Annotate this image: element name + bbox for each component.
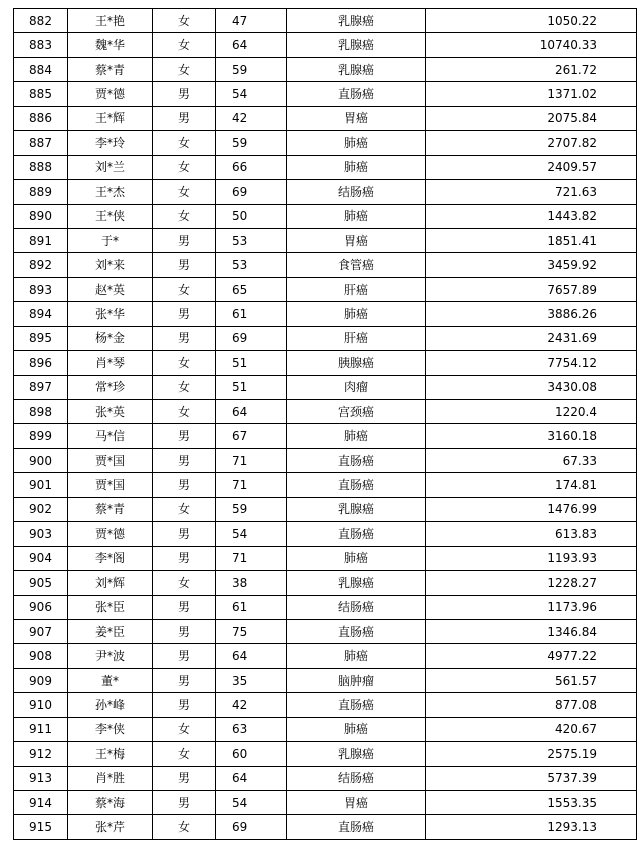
patient-sex-cell: 男 — [153, 595, 216, 619]
table-row — [14, 448, 637, 472]
cost-amount-cell: 3886.26 — [426, 302, 637, 326]
row-number-cell: 891 — [14, 228, 68, 252]
table-row — [14, 742, 637, 766]
patient-age-cell: 71 — [216, 546, 287, 570]
patient-age-cell: 64 — [216, 400, 287, 424]
cost-amount-cell: 1193.93 — [426, 546, 637, 570]
patient-name-cell: 贾*德 — [68, 82, 153, 106]
row-number-cell: 915 — [14, 815, 68, 839]
patient-name-cell: 刘*来 — [68, 253, 153, 277]
table-row — [14, 400, 637, 424]
row-number-cell: 896 — [14, 351, 68, 375]
table-row — [14, 644, 637, 668]
table-row — [14, 424, 637, 448]
cost-amount-cell: 1443.82 — [426, 204, 637, 228]
patient-name-cell: 王*辉 — [68, 106, 153, 130]
cost-amount-cell: 2075.84 — [426, 106, 637, 130]
patient-sex-cell: 女 — [153, 204, 216, 228]
table-row — [14, 106, 637, 130]
patient-sex-cell: 女 — [153, 131, 216, 155]
cost-amount-cell: 1173.96 — [426, 595, 637, 619]
cost-amount-cell: 261.72 — [426, 57, 637, 81]
cost-amount-cell: 1553.35 — [426, 791, 637, 815]
patient-name-cell: 张*英 — [68, 400, 153, 424]
diagnosis-cell: 肺癌 — [287, 717, 426, 741]
row-number-cell: 911 — [14, 717, 68, 741]
cost-amount-cell: 174.81 — [426, 473, 637, 497]
patient-name-cell: 刘*兰 — [68, 155, 153, 179]
row-number-cell: 906 — [14, 595, 68, 619]
patient-sex-cell: 男 — [153, 644, 216, 668]
table-row — [14, 766, 637, 790]
row-number-cell: 887 — [14, 131, 68, 155]
table-row — [14, 546, 637, 570]
patient-sex-cell: 女 — [153, 155, 216, 179]
patient-name-cell: 李*侠 — [68, 717, 153, 741]
patient-age-cell: 61 — [216, 302, 287, 326]
table-row — [14, 228, 637, 252]
patient-age-cell: 69 — [216, 180, 287, 204]
cost-amount-cell: 1050.22 — [426, 9, 637, 33]
cost-amount-cell: 561.57 — [426, 668, 637, 692]
diagnosis-cell: 直肠癌 — [287, 619, 426, 643]
patient-age-cell: 64 — [216, 644, 287, 668]
cost-amount-cell: 1371.02 — [426, 82, 637, 106]
cost-amount-cell: 877.08 — [426, 693, 637, 717]
patient-sex-cell: 女 — [153, 571, 216, 595]
patient-name-cell: 杨*金 — [68, 326, 153, 350]
patient-name-cell: 张*芹 — [68, 815, 153, 839]
cost-amount-cell: 420.67 — [426, 717, 637, 741]
table-row — [14, 302, 637, 326]
table-row — [14, 668, 637, 692]
patient-name-cell: 张*华 — [68, 302, 153, 326]
table-row — [14, 522, 637, 546]
row-number-cell: 903 — [14, 522, 68, 546]
patient-sex-cell: 女 — [153, 742, 216, 766]
patient-sex-cell: 女 — [153, 180, 216, 204]
row-number-cell: 886 — [14, 106, 68, 130]
patient-sex-cell: 女 — [153, 400, 216, 424]
patient-name-cell: 贾*德 — [68, 522, 153, 546]
patient-name-cell: 刘*辉 — [68, 571, 153, 595]
cost-amount-cell: 2431.69 — [426, 326, 637, 350]
diagnosis-cell: 肝癌 — [287, 326, 426, 350]
patient-age-cell: 64 — [216, 33, 287, 57]
patient-sex-cell: 男 — [153, 106, 216, 130]
cost-amount-cell: 2409.57 — [426, 155, 637, 179]
table-row — [14, 351, 637, 375]
diagnosis-cell: 乳腺癌 — [287, 9, 426, 33]
patient-age-cell: 47 — [216, 9, 287, 33]
patient-sex-cell: 男 — [153, 546, 216, 570]
diagnosis-cell: 肺癌 — [287, 155, 426, 179]
patient-sex-cell: 男 — [153, 473, 216, 497]
row-number-cell: 914 — [14, 791, 68, 815]
patient-name-cell: 孙*峰 — [68, 693, 153, 717]
diagnosis-cell: 结肠癌 — [287, 766, 426, 790]
patient-age-cell: 51 — [216, 351, 287, 375]
patient-age-cell: 59 — [216, 131, 287, 155]
table-row — [14, 82, 637, 106]
patient-age-cell: 63 — [216, 717, 287, 741]
patient-sex-cell: 男 — [153, 326, 216, 350]
patient-name-cell: 王*侠 — [68, 204, 153, 228]
row-number-cell: 900 — [14, 448, 68, 472]
patient-age-cell: 71 — [216, 473, 287, 497]
diagnosis-cell: 结肠癌 — [287, 595, 426, 619]
cost-amount-cell: 613.83 — [426, 522, 637, 546]
patient-name-cell: 蔡*海 — [68, 791, 153, 815]
patient-age-cell: 38 — [216, 571, 287, 595]
patient-name-cell: 王*梅 — [68, 742, 153, 766]
cost-amount-cell: 1228.27 — [426, 571, 637, 595]
row-number-cell: 892 — [14, 253, 68, 277]
diagnosis-cell: 胃癌 — [287, 228, 426, 252]
diagnosis-cell: 直肠癌 — [287, 815, 426, 839]
patient-sex-cell: 女 — [153, 351, 216, 375]
patient-age-cell: 66 — [216, 155, 287, 179]
row-number-cell: 905 — [14, 571, 68, 595]
table-row — [14, 791, 637, 815]
cost-amount-cell: 3430.08 — [426, 375, 637, 399]
table-row — [14, 571, 637, 595]
patient-name-cell: 李*阁 — [68, 546, 153, 570]
patient-age-cell: 53 — [216, 228, 287, 252]
patient-age-cell: 69 — [216, 326, 287, 350]
patient-sex-cell: 男 — [153, 424, 216, 448]
patient-age-cell: 71 — [216, 448, 287, 472]
patient-age-cell: 53 — [216, 253, 287, 277]
diagnosis-cell: 胃癌 — [287, 791, 426, 815]
patient-age-cell: 67 — [216, 424, 287, 448]
diagnosis-cell: 食管癌 — [287, 253, 426, 277]
diagnosis-cell: 肺癌 — [287, 302, 426, 326]
patient-name-cell: 马*信 — [68, 424, 153, 448]
row-number-cell: 890 — [14, 204, 68, 228]
patient-sex-cell: 男 — [153, 253, 216, 277]
patient-age-cell: 42 — [216, 693, 287, 717]
patient-name-cell: 李*玲 — [68, 131, 153, 155]
row-number-cell: 901 — [14, 473, 68, 497]
patient-cost-table — [13, 8, 637, 840]
cost-amount-cell: 3459.92 — [426, 253, 637, 277]
diagnosis-cell: 肺癌 — [287, 644, 426, 668]
patient-name-cell: 贾*国 — [68, 473, 153, 497]
table-row — [14, 375, 637, 399]
patient-age-cell: 59 — [216, 57, 287, 81]
patient-age-cell: 35 — [216, 668, 287, 692]
table-row — [14, 693, 637, 717]
cost-amount-cell: 7657.89 — [426, 277, 637, 301]
diagnosis-cell: 肉瘤 — [287, 375, 426, 399]
patient-age-cell: 60 — [216, 742, 287, 766]
patient-sex-cell: 男 — [153, 619, 216, 643]
row-number-cell: 907 — [14, 619, 68, 643]
patient-name-cell: 王*杰 — [68, 180, 153, 204]
cost-amount-cell: 1220.4 — [426, 400, 637, 424]
diagnosis-cell: 直肠癌 — [287, 693, 426, 717]
table-row — [14, 9, 637, 33]
patient-age-cell: 54 — [216, 522, 287, 546]
cost-amount-cell: 721.63 — [426, 180, 637, 204]
cost-amount-cell: 1346.84 — [426, 619, 637, 643]
patient-sex-cell: 女 — [153, 375, 216, 399]
row-number-cell: 904 — [14, 546, 68, 570]
row-number-cell: 888 — [14, 155, 68, 179]
table-row — [14, 33, 637, 57]
row-number-cell: 910 — [14, 693, 68, 717]
patient-sex-cell: 男 — [153, 693, 216, 717]
patient-sex-cell: 女 — [153, 717, 216, 741]
diagnosis-cell: 乳腺癌 — [287, 57, 426, 81]
cost-amount-cell: 1851.41 — [426, 228, 637, 252]
table-row — [14, 619, 637, 643]
table-row — [14, 497, 637, 521]
diagnosis-cell: 乳腺癌 — [287, 33, 426, 57]
table-row — [14, 277, 637, 301]
diagnosis-cell: 结肠癌 — [287, 180, 426, 204]
patient-sex-cell: 男 — [153, 791, 216, 815]
patient-name-cell: 张*臣 — [68, 595, 153, 619]
cost-amount-cell: 7754.12 — [426, 351, 637, 375]
diagnosis-cell: 肺癌 — [287, 424, 426, 448]
diagnosis-cell: 直肠癌 — [287, 522, 426, 546]
cost-amount-cell: 1293.13 — [426, 815, 637, 839]
table-row — [14, 253, 637, 277]
table-row — [14, 815, 637, 839]
table-row — [14, 131, 637, 155]
row-number-cell: 882 — [14, 9, 68, 33]
diagnosis-cell: 脑肿瘤 — [287, 668, 426, 692]
patient-name-cell: 姜*臣 — [68, 619, 153, 643]
patient-sex-cell: 男 — [153, 766, 216, 790]
patient-age-cell: 51 — [216, 375, 287, 399]
cost-amount-cell: 2707.82 — [426, 131, 637, 155]
row-number-cell: 899 — [14, 424, 68, 448]
diagnosis-cell: 肝癌 — [287, 277, 426, 301]
patient-name-cell: 赵*英 — [68, 277, 153, 301]
cost-amount-cell: 2575.19 — [426, 742, 637, 766]
diagnosis-cell: 乳腺癌 — [287, 497, 426, 521]
table-row — [14, 473, 637, 497]
row-number-cell: 908 — [14, 644, 68, 668]
patient-sex-cell: 女 — [153, 815, 216, 839]
diagnosis-cell: 肺癌 — [287, 546, 426, 570]
row-number-cell: 894 — [14, 302, 68, 326]
patient-sex-cell: 男 — [153, 228, 216, 252]
patient-sex-cell: 男 — [153, 448, 216, 472]
row-number-cell: 884 — [14, 57, 68, 81]
patient-name-cell: 肖*胜 — [68, 766, 153, 790]
patient-name-cell: 肖*琴 — [68, 351, 153, 375]
patient-sex-cell: 女 — [153, 33, 216, 57]
cost-amount-cell: 4977.22 — [426, 644, 637, 668]
patient-sex-cell: 男 — [153, 82, 216, 106]
patient-age-cell: 54 — [216, 791, 287, 815]
patient-name-cell: 董* — [68, 668, 153, 692]
cost-amount-cell: 67.33 — [426, 448, 637, 472]
row-number-cell: 913 — [14, 766, 68, 790]
row-number-cell: 897 — [14, 375, 68, 399]
patient-sex-cell: 女 — [153, 57, 216, 81]
patient-name-cell: 魏*华 — [68, 33, 153, 57]
diagnosis-cell: 直肠癌 — [287, 448, 426, 472]
patient-age-cell: 42 — [216, 106, 287, 130]
diagnosis-cell: 肺癌 — [287, 131, 426, 155]
row-number-cell: 909 — [14, 668, 68, 692]
table-row — [14, 595, 637, 619]
table-row — [14, 717, 637, 741]
row-number-cell: 893 — [14, 277, 68, 301]
cost-amount-cell: 5737.39 — [426, 766, 637, 790]
patient-age-cell: 75 — [216, 619, 287, 643]
diagnosis-cell: 胃癌 — [287, 106, 426, 130]
patient-age-cell: 69 — [216, 815, 287, 839]
patient-name-cell: 王*艳 — [68, 9, 153, 33]
table-body — [14, 9, 637, 840]
cost-amount-cell: 10740.33 — [426, 33, 637, 57]
patient-age-cell: 65 — [216, 277, 287, 301]
patient-age-cell: 59 — [216, 497, 287, 521]
patient-name-cell: 蔡*青 — [68, 57, 153, 81]
table-row — [14, 180, 637, 204]
diagnosis-cell: 直肠癌 — [287, 82, 426, 106]
row-number-cell: 885 — [14, 82, 68, 106]
patient-age-cell: 64 — [216, 766, 287, 790]
cost-amount-cell: 3160.18 — [426, 424, 637, 448]
patient-sex-cell: 女 — [153, 277, 216, 301]
diagnosis-cell: 肺癌 — [287, 204, 426, 228]
diagnosis-cell: 宫颈癌 — [287, 400, 426, 424]
table-row — [14, 57, 637, 81]
diagnosis-cell: 胰腺癌 — [287, 351, 426, 375]
cost-amount-cell: 1476.99 — [426, 497, 637, 521]
table-row — [14, 204, 637, 228]
patient-sex-cell: 男 — [153, 302, 216, 326]
patient-name-cell: 贾*国 — [68, 448, 153, 472]
table-row — [14, 326, 637, 350]
row-number-cell: 889 — [14, 180, 68, 204]
patient-sex-cell: 女 — [153, 497, 216, 521]
diagnosis-cell: 乳腺癌 — [287, 571, 426, 595]
patient-sex-cell: 女 — [153, 9, 216, 33]
patient-name-cell: 于* — [68, 228, 153, 252]
patient-sex-cell: 男 — [153, 522, 216, 546]
diagnosis-cell: 直肠癌 — [287, 473, 426, 497]
row-number-cell: 912 — [14, 742, 68, 766]
patient-age-cell: 50 — [216, 204, 287, 228]
row-number-cell: 895 — [14, 326, 68, 350]
patient-name-cell: 蔡*青 — [68, 497, 153, 521]
diagnosis-cell: 乳腺癌 — [287, 742, 426, 766]
row-number-cell: 898 — [14, 400, 68, 424]
row-number-cell: 883 — [14, 33, 68, 57]
patient-age-cell: 61 — [216, 595, 287, 619]
table-row — [14, 155, 637, 179]
patient-age-cell: 54 — [216, 82, 287, 106]
row-number-cell: 902 — [14, 497, 68, 521]
patient-name-cell: 常*珍 — [68, 375, 153, 399]
patient-name-cell: 尹*波 — [68, 644, 153, 668]
patient-sex-cell: 男 — [153, 668, 216, 692]
